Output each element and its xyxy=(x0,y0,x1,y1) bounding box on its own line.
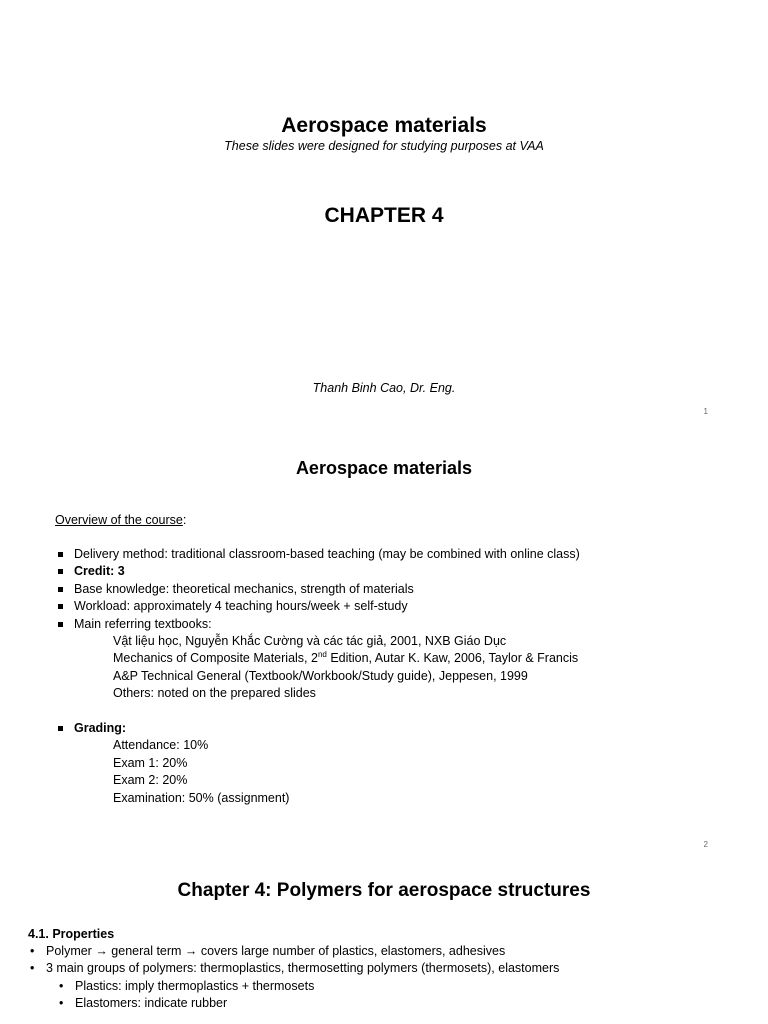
list-item-delivery: Delivery method: traditional classroom-based teaching (may be combined with online class) xyxy=(55,546,580,563)
overview-label: Overview of the course xyxy=(55,513,183,527)
textbook-2-pre: Mechanics of Composite Materials, 2 xyxy=(113,651,318,666)
overview-heading xyxy=(55,512,186,528)
sub-bullet-plastics: • Plastics: imply thermoplastics + thermosets xyxy=(28,978,559,995)
overview-colon: : xyxy=(182,513,187,527)
textbook-2-sup: nd xyxy=(317,650,327,660)
grading-attendance: Attendance: 10% xyxy=(113,738,209,753)
course-overview-list xyxy=(55,546,580,807)
grading-examination: Examination: 50% (assignment) xyxy=(113,790,290,805)
slide1-chapter-heading: CHAPTER 4 xyxy=(324,204,444,227)
list-spacer xyxy=(55,703,580,720)
slide3-title: Chapter 4: Polymers for aerospace structures xyxy=(177,880,591,901)
slide1-title: Aerospace materials xyxy=(281,114,487,137)
list-item-textbooks: Main referring textbooks: xyxy=(55,616,580,633)
properties-list xyxy=(28,926,559,1012)
textbook-2-post: Edition, Autar K. Kaw, 2006, Taylor & Francis xyxy=(326,651,579,666)
textbook-3: A&P Technical General (Textbook/Workbook/Study guide), Jeppesen, 1999 xyxy=(113,668,528,683)
section-heading-properties: 4.1. Properties xyxy=(28,927,115,941)
list-item-workload: Workload: approximately 4 teaching hours/week + self-study xyxy=(55,598,580,615)
grading-exam-1: Exam 1: 20% xyxy=(113,755,188,770)
textbook-1: Vật liệu học, Nguyễn Khắc Cường và các tác giả, 2001, NXB Giáo Dục xyxy=(113,634,507,649)
list-item-grading: Grading: xyxy=(55,720,580,737)
slide2-title: Aerospace materials xyxy=(295,458,473,478)
slide1-page-number: 1 xyxy=(703,407,708,416)
textbook-2 xyxy=(55,650,580,667)
sub-bullet-elastomers: • Elastomers: indicate rubber xyxy=(28,995,559,1012)
bullet-polymer-definition: • Polymer → general term → covers large number of plastics, elastomers, adhesives xyxy=(28,943,559,960)
bullet-polymer-groups: • 3 main groups of polymers: thermoplastics, thermosetting polymers (thermosets), elastomers xyxy=(28,960,559,977)
list-item-base-knowledge: Base knowledge: theoretical mechanics, strength of materials xyxy=(55,581,580,598)
textbook-4: Others: noted on the prepared slides xyxy=(113,686,316,701)
slide1-subtitle: These slides were designed for studying purposes at VAA xyxy=(224,139,544,153)
grading-exam-2: Exam 2: 20% xyxy=(113,773,188,788)
slide2-page-number: 2 xyxy=(703,840,708,849)
list-item-credit: Credit: 3 xyxy=(55,563,580,580)
slide1-author: Thanh Binh Cao, Dr. Eng. xyxy=(312,381,456,395)
